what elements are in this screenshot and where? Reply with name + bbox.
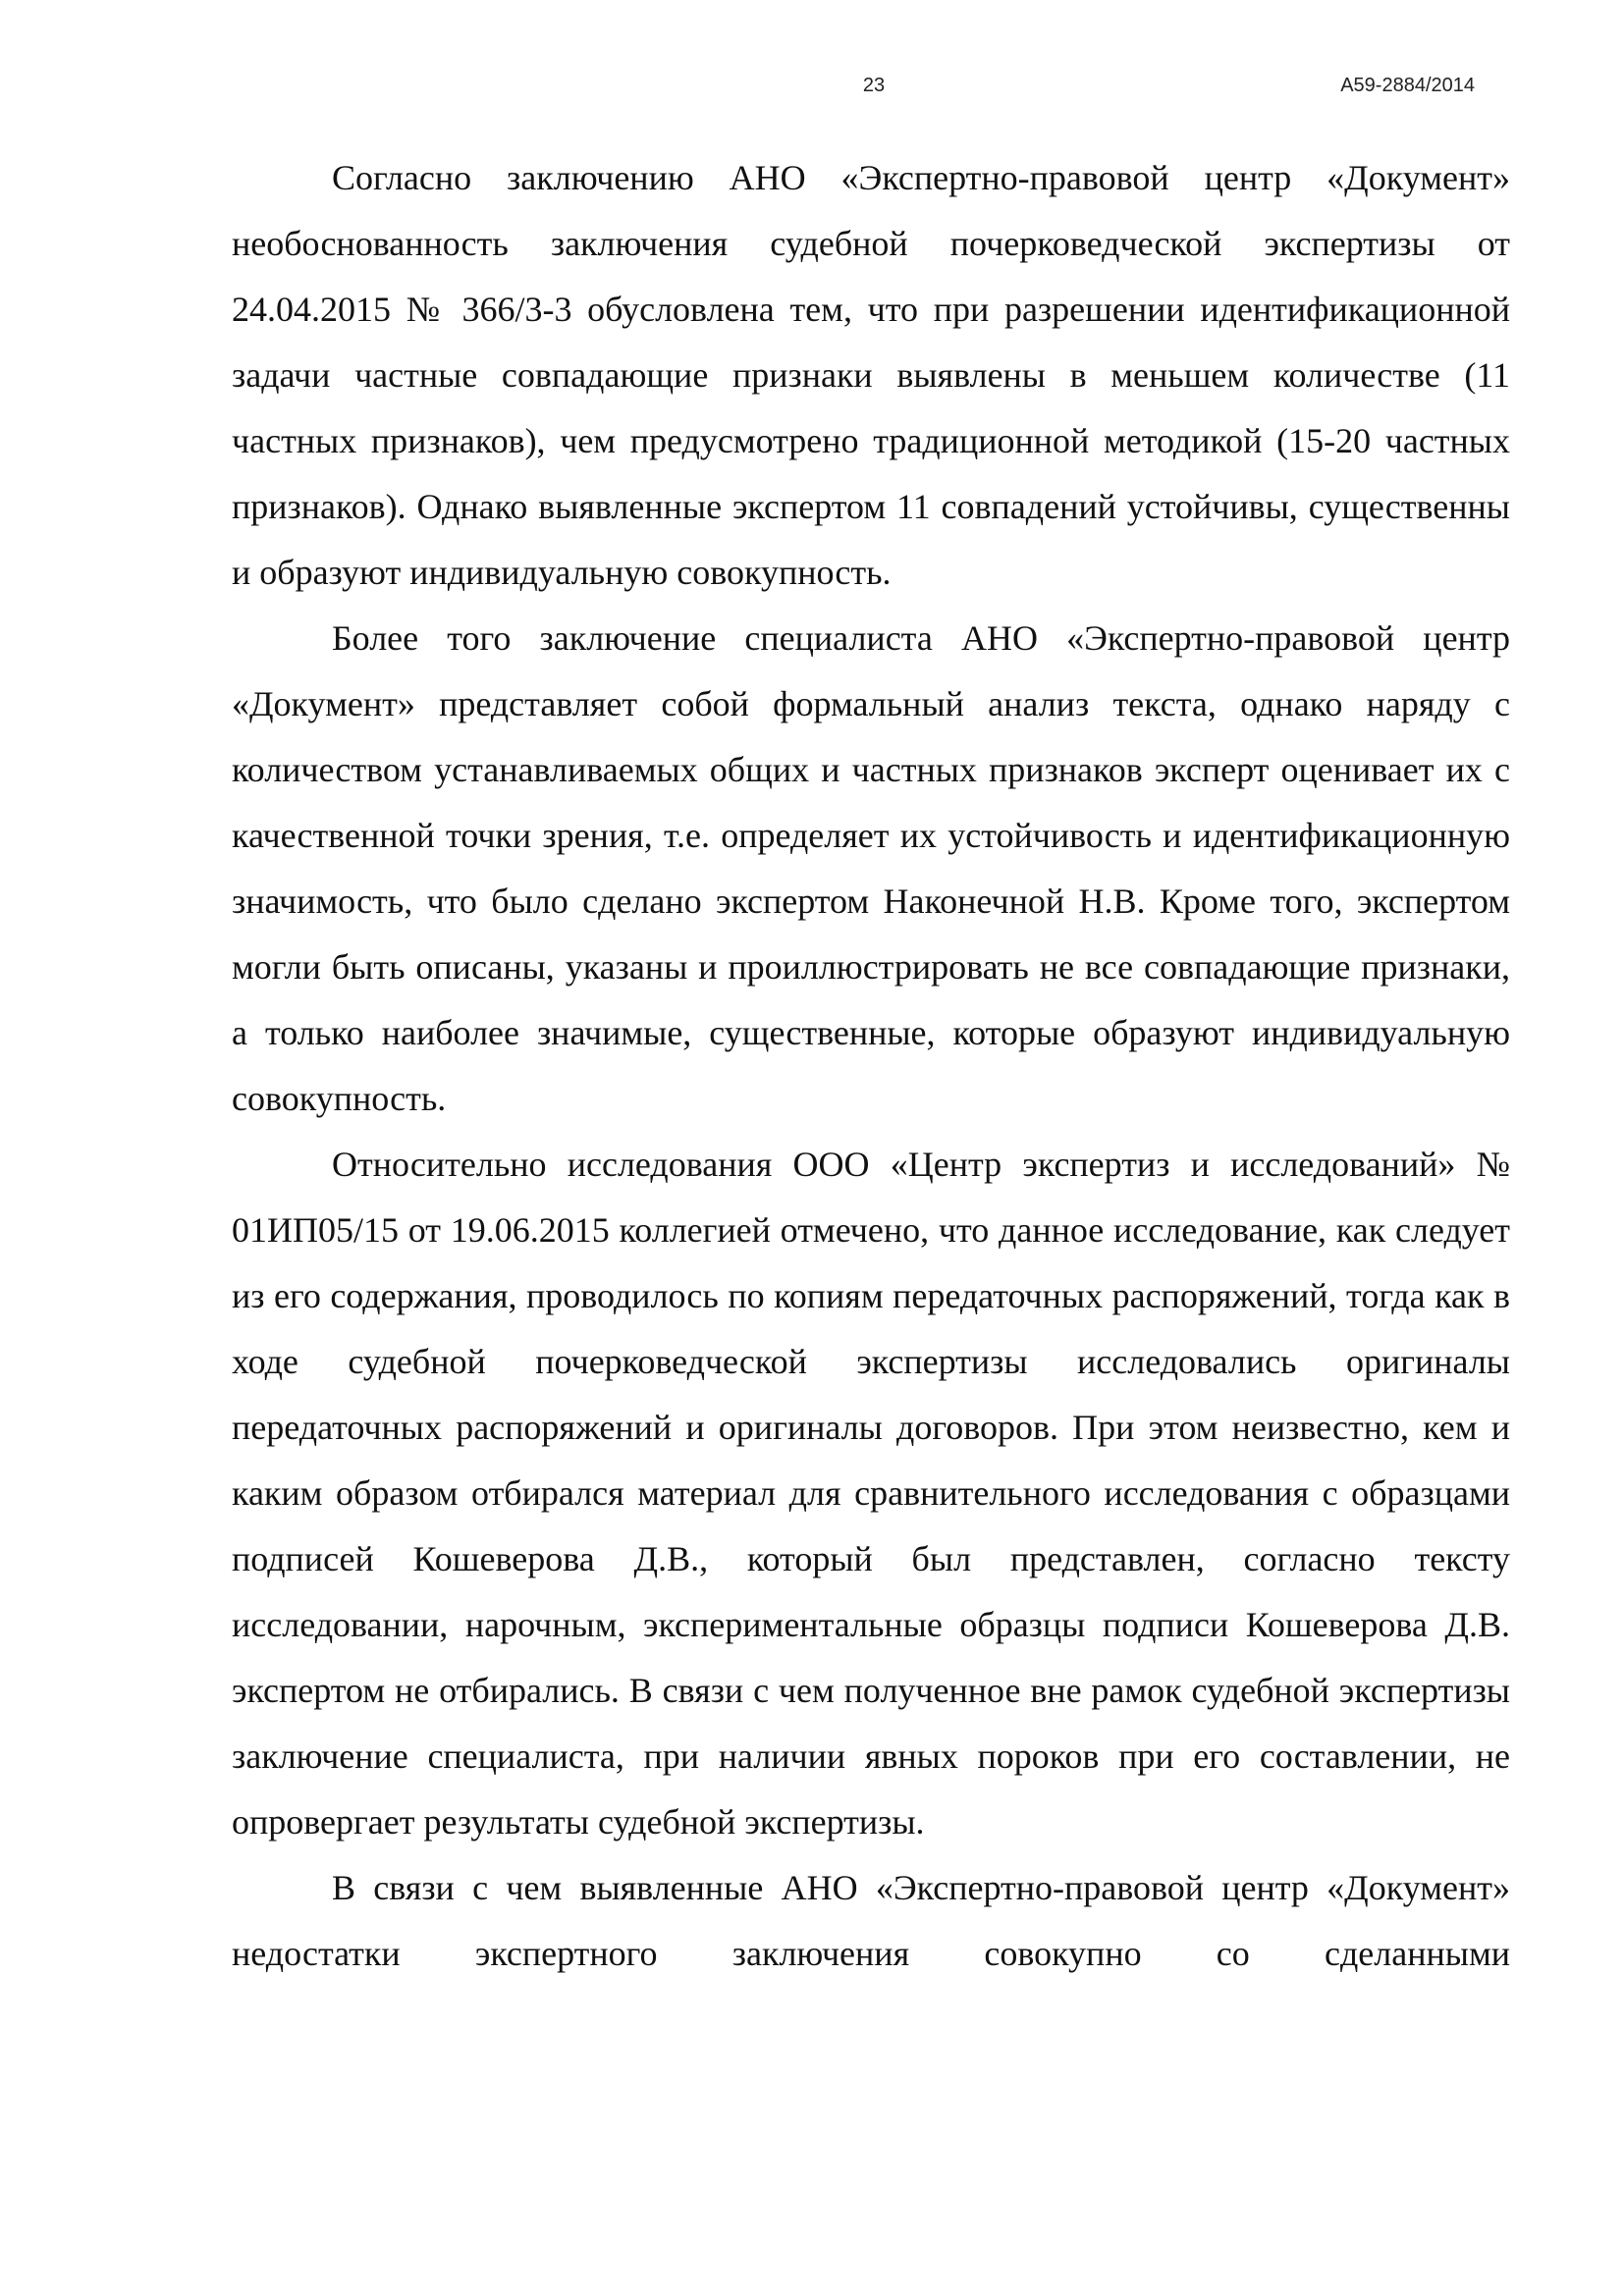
case-number: А59-2884/2014 (1340, 75, 1475, 96)
paragraph-research-center: Относительно исследования ООО «Центр экспертиз и исследований» № 01ИП05/15 от 19.06.2015 коллегией отмечено, что данное исследование, как следует из его содержания, проводилось по копиям передаточных распоряжений, тогда как в ходе судебной почерковедческой экспертизы исследовались оригиналы передаточных распоряжений и оригиналы договоров. При этом неизвестно, кем и каким образом отбирался материал для сравнительного исследования с образцами подписей Кошеверова Д.В., который был представлен, согласно тексту исследовании, нарочным, экспериментальные образцы подписи Кошеверова Д.В. экспертом не отбирались. В связи с чем полученное вне рамок судебной экспертизы заключение специалиста, при наличии явных пороков при его составлении, не опровергает результаты судебной экспертизы. (232, 1145, 1510, 1842)
paragraph-specialist-analysis: Более того заключение специалиста АНО «Экспертно-правовой центр «Документ» представляет собой формальный анализ текста, однако наряду с количеством устанавливаемых общих и частных признаков эксперт оценивает их с качественной точки зрения, т.е. определяет их устойчивость и идентификационную значимость, что было сделано экспертом Наконечной Н.В. Кроме того, экспертом могли быть описаны, указаны и проиллюстрировать не все совпадающие признаки, а только наиболее значимые, существенные, которые образуют индивидуальную совокупность. (232, 618, 1510, 1118)
page-number: 23 (862, 75, 886, 96)
paragraph-deficiencies: В связи с чем выявленные АНО «Экспертно-правовой центр «Документ» недостатки экспертного заключения совокупно со сделанными (232, 1868, 1510, 1973)
paragraph-expert-conclusion: Согласно заключению АНО «Экспертно-правовой центр «Документ» необоснованность заключения судебной почерковедческой экспертизы от 24.04.2015 № 366/3-3 обусловлена тем, что при разрешении идентификационной задачи частные совпадающие признаки выявлены в меньшем количестве (11 частных признаков), чем предусмотрено традиционной методикой (15-20 частных признаков). Однако выявленные экспертом 11 совпадений устойчивы, существенны и образуют индивидуальную совокупность. (232, 158, 1510, 592)
document-body (232, 145, 1510, 1987)
